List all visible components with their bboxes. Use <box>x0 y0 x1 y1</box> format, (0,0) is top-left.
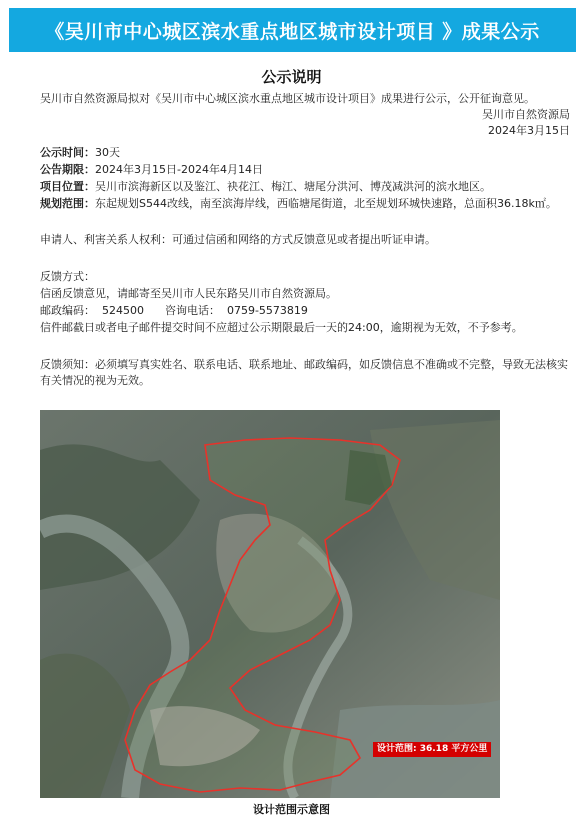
period-row <box>40 145 120 161</box>
dates-value: 2024年3月15日-2024年4月14日 <box>95 163 263 176</box>
map-caption: 设计范围示意图 <box>253 803 330 816</box>
feedback-notes: 反馈须知：必须填写真实姓名、联系电话、联系地址、邮政编码，如反馈信息不准确或不完整，导致无法核实有关情况的视为无效。 <box>40 358 568 387</box>
dates-label: 公告期限： <box>40 163 95 176</box>
scope-row <box>40 196 557 212</box>
dates-row <box>40 162 263 178</box>
feedback-mail: 信函反馈意见，请邮寄至吴川市人民东路吴川市自然资源局。 <box>40 287 337 300</box>
scope-badge: 设计范围: 36.18 平方公里 <box>373 742 491 757</box>
period-value: 30天 <box>95 146 120 159</box>
feedback-heading: 反馈方式： <box>40 270 95 283</box>
banner-title: 《吴川市中心城区滨水重点地区城市设计项目 》成果公示 <box>45 20 540 43</box>
notice-title: 公示说明 <box>261 68 322 86</box>
page-banner <box>9 8 576 52</box>
location-label: 项目位置： <box>40 180 95 193</box>
rights-text: 申请人、利害关系人权利：可通过信函和网络的方式反馈意见或者提出听证申请。 <box>40 233 436 246</box>
notice-intro: 吴川市自然资源局拟对《吴川市中心城区滨水重点地区城市设计项目》成果进行公示，公开征询意见。 <box>40 92 535 105</box>
satellite-map-image <box>40 410 500 798</box>
feedback-postcode: 邮政编码： 524500 咨询电话： 0759-5573819 <box>40 304 308 317</box>
period-label: 公示时间： <box>40 146 95 159</box>
location-value: 吴川市滨海新区以及鉴江、袂花江、梅江、塘尾分洪河、博茂减洪河的滨水地区。 <box>95 180 491 193</box>
scope-label: 规划范围： <box>40 197 95 210</box>
scope-value: 东起规划S544改线，南至滨海岸线，西临塘尾街道，北至规划环城快速路，总面积36.18k㎡。 <box>95 197 557 210</box>
notice-date: 2024年3月15日 <box>488 124 570 137</box>
design-scope-map <box>40 410 500 798</box>
feedback-deadline: 信件邮截日或者电子邮件提交时间不应超过公示期限最后一天的24:00，逾期视为无效，不予参考。 <box>40 321 523 334</box>
location-row <box>40 179 491 195</box>
notice-issuer: 吴川市自然资源局 <box>482 108 570 121</box>
